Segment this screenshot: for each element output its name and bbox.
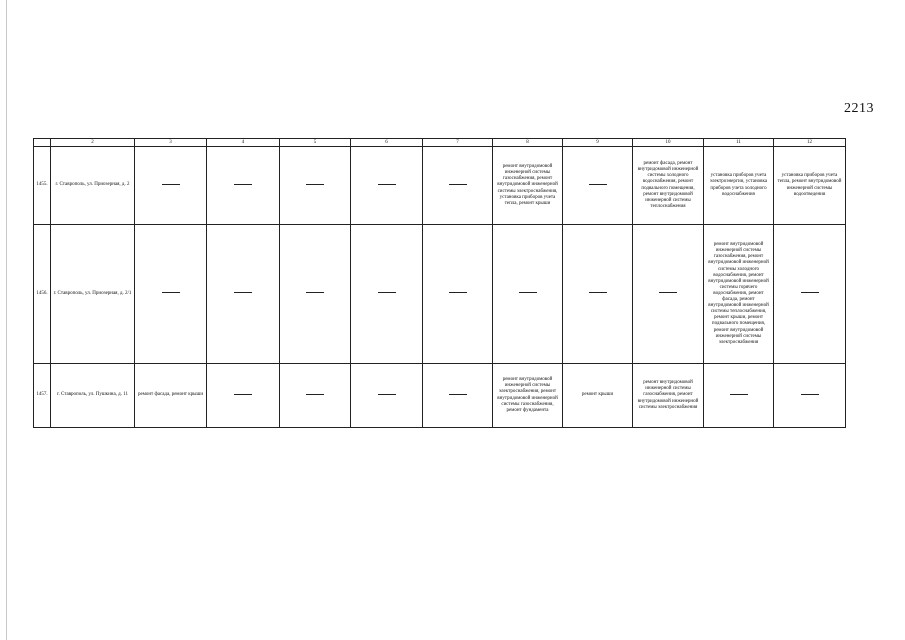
column-number: 11: [704, 139, 774, 147]
works-cell: ремонт внутридомовой инженерной системы газоснабжения, ремонт внутридомовой инженерной системы электроснабжения, установка приборов учета тепла, ремонт крыши: [493, 147, 563, 225]
empty-dash-cell: [135, 147, 207, 225]
works-cell: ремонт фасада, ремонт внутридомовой инженерной системы холодного водоснабжения, ремонт подвального помещения, ремонт внутридомовой инженерной системы теплоснабжения: [633, 147, 704, 225]
column-number: 4: [207, 139, 280, 147]
empty-dash-cell: [493, 225, 563, 364]
row-number: 1456.: [34, 225, 51, 364]
column-number: 6: [351, 139, 423, 147]
empty-dash-cell: [563, 147, 633, 225]
row-number: 1455.: [34, 147, 51, 225]
table-row: [34, 147, 846, 225]
empty-dash-cell: [563, 225, 633, 364]
repair-schedule-table: [33, 138, 846, 428]
empty-dash-cell: [207, 225, 280, 364]
empty-dash-cell: [135, 225, 207, 364]
empty-dash-cell: [351, 225, 423, 364]
empty-dash-cell: [280, 225, 351, 364]
empty-dash-cell: [423, 225, 493, 364]
column-number: 12: [774, 139, 846, 147]
column-number: [34, 139, 51, 147]
empty-dash-cell: [351, 364, 423, 428]
works-cell: ремонт фасада, ремонт крыши: [135, 364, 207, 428]
empty-dash-cell: [351, 147, 423, 225]
page-edge-line: [6, 0, 7, 640]
empty-dash-cell: [704, 364, 774, 428]
empty-dash-cell: [207, 147, 280, 225]
row-number: 1457.: [34, 364, 51, 428]
empty-dash-cell: [633, 225, 704, 364]
empty-dash-cell: [423, 364, 493, 428]
column-number: 10: [633, 139, 704, 147]
works-cell: установка приборов учета тепла, ремонт внутридомовой инженерной системы водоотведения: [774, 147, 846, 225]
works-cell: установка приборов учета электроэнергии, установка приборов учета холодного водоснабжения: [704, 147, 774, 225]
empty-dash-cell: [774, 364, 846, 428]
empty-dash-cell: [280, 364, 351, 428]
table-header-row: [34, 139, 846, 147]
address-cell: г. Ставрополь, ул. Приозерная, д. 2/1: [51, 225, 135, 364]
column-number: 7: [423, 139, 493, 147]
empty-dash-cell: [280, 147, 351, 225]
empty-dash-cell: [207, 364, 280, 428]
column-number: 3: [135, 139, 207, 147]
works-cell: ремонт внутридомовой инженерной системы электроснабжения, ремонт внутридомовой инженерной системы газоснабжения, ремонт фундамента: [493, 364, 563, 428]
works-cell: ремонт крыши: [563, 364, 633, 428]
address-cell: г. Ставрополь, ул. Пушкина, д. 11: [51, 364, 135, 428]
address-cell: г. Ставрополь, ул. Приозерная, д. 2: [51, 147, 135, 225]
table-row: [34, 364, 846, 428]
works-cell: ремонт внутридомовой инженерной системы газоснабжения, ремонт внутридомовой инженерной системы электроснабжения: [633, 364, 704, 428]
column-number: 9: [563, 139, 633, 147]
column-number: 8: [493, 139, 563, 147]
page-number: 2213: [844, 101, 874, 116]
works-cell: ремонт внутридомовой инженерной системы газоснабжения, ремонт внутридомовой инженерной системы холодного водоснабжения, ремонт внутридомовой инженерной системы горячего водоснабжения, ремонт фасада, ремонт внутридомовой инженерной системы теплоснабжения, ремонт крыши, ремонт подвального помещения, ремонт внутридомовой инженерной системы электроснабжения: [704, 225, 774, 364]
table-row: [34, 225, 846, 364]
column-number: 5: [280, 139, 351, 147]
empty-dash-cell: [423, 147, 493, 225]
empty-dash-cell: [774, 225, 846, 364]
column-number: 2: [51, 139, 135, 147]
